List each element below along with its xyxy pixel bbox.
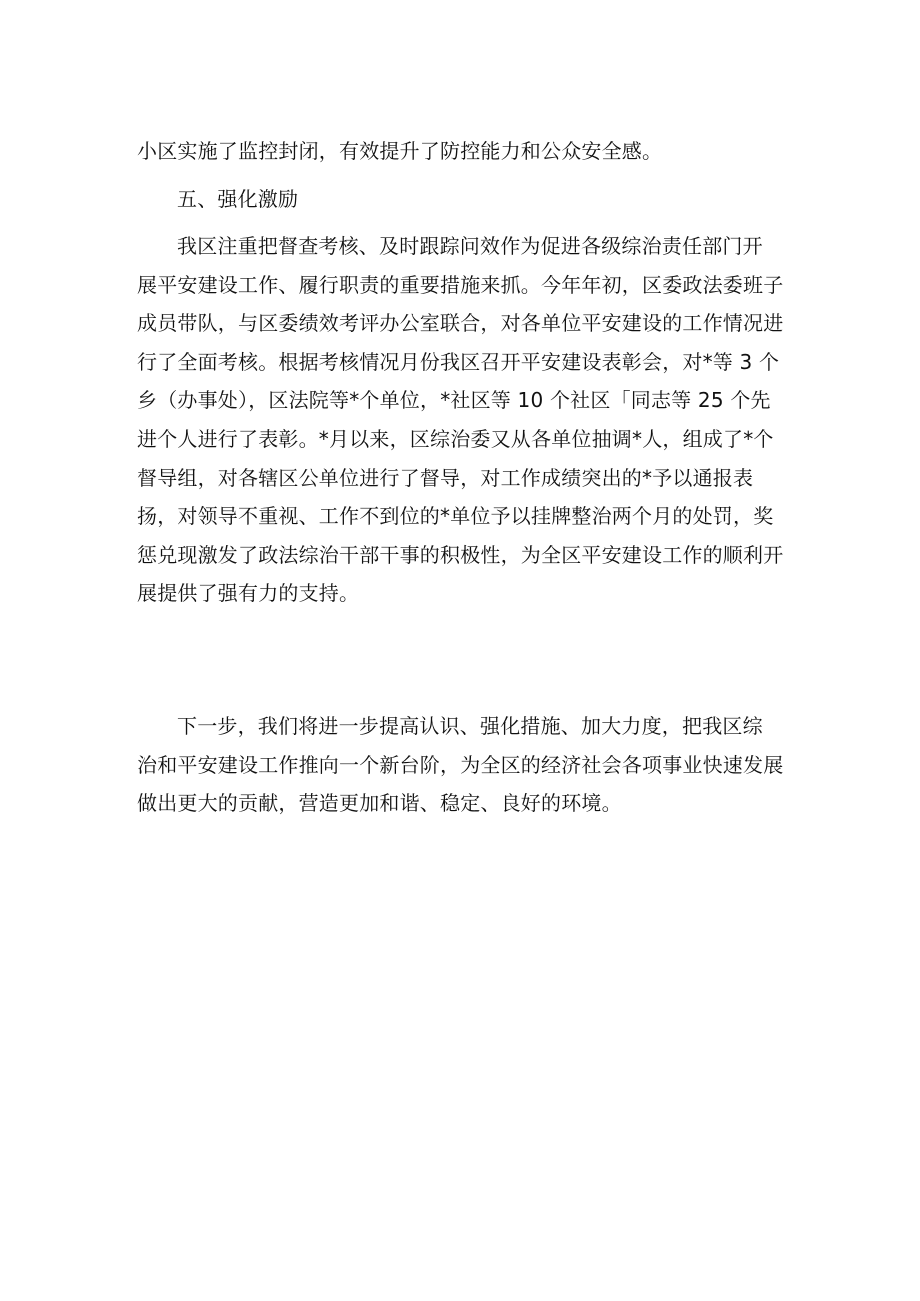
paragraph-continuation (137, 132, 787, 171)
text-line: 我区注重把督查考核、及时跟踪问效作为促进各级综治责任部门开 (177, 234, 763, 258)
paragraph-incentives (137, 227, 787, 613)
text-line: 惩兑现激发了政法综治干部干事的积极性，为全区平安建设工作的顺利开 (137, 542, 784, 567)
text-line: 成员带队，与区委绩效考评办公室联合，对各单位平安建设的工作情况进 (137, 311, 784, 336)
text-line: 做出更大的贡献，营造更加和谐、稳定、良好的环境。 (137, 791, 622, 816)
paragraph-next-steps (137, 707, 787, 823)
text-line: 治和平安建设工作推向一个新台阶，为全区的经济社会各项事业快速发展 (137, 752, 784, 777)
section-heading-text: 五、强化激励 (177, 187, 299, 211)
text-line: 进个人进行了表彰。*月以来，区综治委又从各单位抽调*人，组成了*个 (137, 426, 774, 451)
text-line: 行了全面考核。根据考核情况月份我区召开平安建设表彰会，对*等 3 个 (137, 349, 780, 374)
text-line: 小区实施了监控封闭，有效提升了防控能力和公众安全感。 (137, 139, 663, 163)
section-heading (137, 180, 787, 219)
text-line: 展平安建设工作、履行职责的重要措施来抓。今年年初，区委政法委班子 (137, 272, 784, 297)
text-line: 乡（办事处），区法院等*个单位，*社区等 10 个社区「同志等 25 个先 (137, 388, 771, 413)
text-line: 督导组，对各辖区公单位进行了督导，对工作成绩突出的*予以通报表 (137, 465, 754, 490)
text-line: 扬，对领导不重视、工作不到位的*单位予以挂牌整治两个月的处罚，奖 (137, 504, 774, 529)
text-line: 下一步，我们将进一步提高认识、强化措施、加大力度，把我区综 (177, 714, 763, 738)
text-line: 展提供了强有力的支持。 (137, 581, 360, 606)
